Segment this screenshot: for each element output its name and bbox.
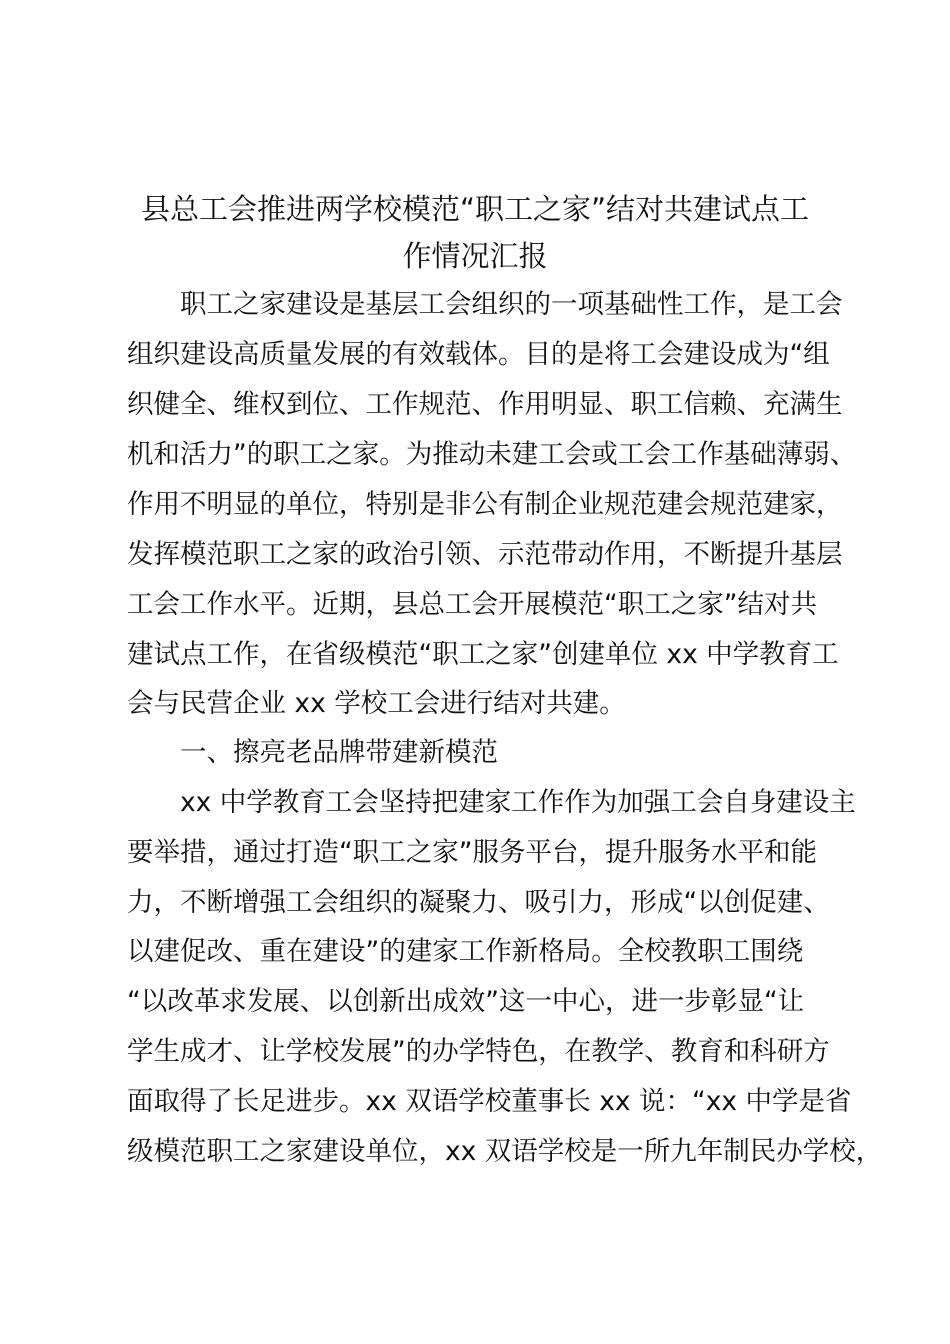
- paragraph2-line-8: 级模范职工之家建设单位，xx 双语学校是一所九年制民办学校，: [127, 1136, 883, 1167]
- paragraph1-line-8: 建试点工作，在省级模范“职工之家”创建单位 xx 中学教育工: [127, 639, 839, 670]
- paragraph1-line-5: 作用不明显的单位，特别是非公有制企业规范建会规范建家，: [127, 489, 843, 520]
- paragraph1-line-4: 机和活力”的职工之家。为推动未建工会或工会工作基础薄弱、: [127, 439, 857, 470]
- document-title-line-2: 作情况汇报: [402, 239, 548, 273]
- paragraph2-line-4: 以建促改、重在建设”的建家工作新格局。全校教职工围绕: [127, 936, 804, 967]
- paragraph2-line-5: “以改革求发展、以创新出成效”这一中心，进一步彰显“让: [127, 986, 805, 1017]
- paragraph1-line-6: 发挥模范职工之家的政治引领、示范带动作用，不断提升基层: [127, 539, 843, 570]
- document-title-line-1: 县总工会推进两学校模范“职工之家”结对共建试点工: [140, 192, 810, 226]
- paragraph1-line-7: 工会工作水平。近期，县总工会开展模范“职工之家”结对共: [127, 589, 817, 620]
- section1-heading: 一、擦亮老品牌带建新模范: [180, 737, 498, 768]
- paragraph1-line-2: 组织建设高质量发展的有效载体。目的是将工会建设成为“组: [127, 339, 830, 370]
- paragraph2-line-6: 学生成才、让学校发展”的办学特色，在教学、教育和科研方: [127, 1036, 830, 1067]
- paragraph1-line-3: 织健全、维权到位、工作规范、作用明显、职工信赖、充满生: [127, 389, 843, 420]
- paragraph2-line-3: 力，不断增强工会组织的凝聚力、吸引力，形成“以创促建、: [127, 887, 830, 918]
- paragraph2-line-7: 面取得了长足进步。xx 双语学校董事长 xx 说：“xx 中学是省: [127, 1086, 852, 1117]
- paragraph1-line-9: 会与民营企业 xx 学校工会进行结对共建。: [127, 688, 626, 719]
- paragraph2-line-2: 要举措，通过打造“职工之家”服务平台，提升服务水平和能: [127, 837, 817, 868]
- paragraph1-line-1: 职工之家建设是基层工会组织的一项基础性工作，是工会: [180, 289, 843, 320]
- paragraph2-line-1: xx 中学教育工会坚持把建家工作作为加强工会自身建设主: [180, 787, 856, 818]
